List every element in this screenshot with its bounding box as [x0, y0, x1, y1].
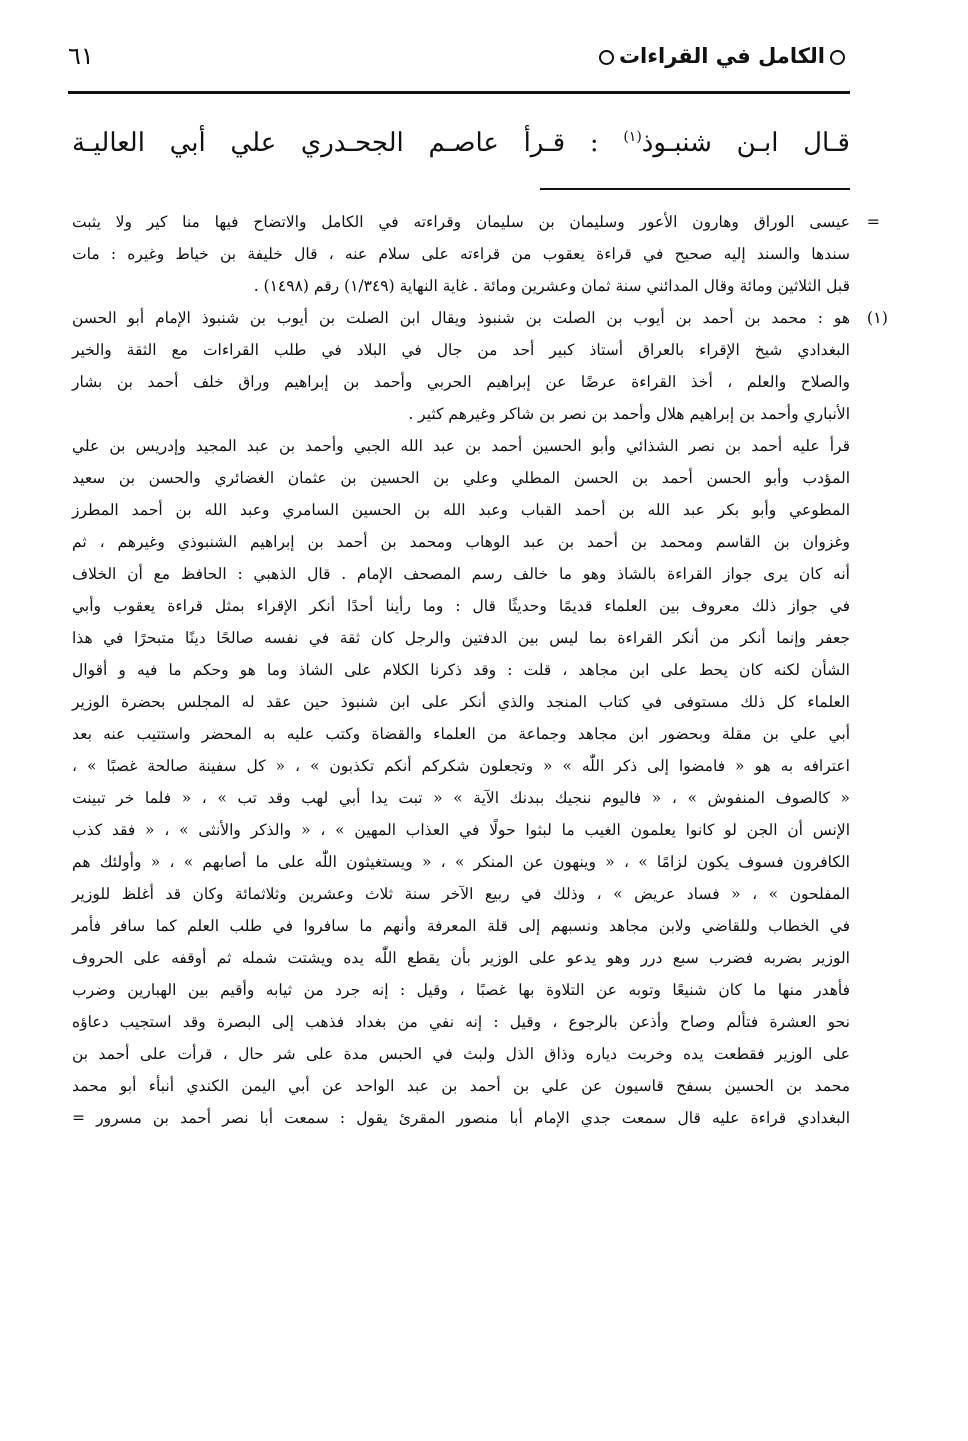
footnote-number: (١) [866, 308, 888, 327]
footnotes [72, 206, 888, 1134]
footnote-line: الوزير بضربه فضرب سبع درر وهو يدعو على الوزير بأن يقطع اللّٰه يده ويشتت شمله ثم أوقفه على الحروف [72, 949, 850, 967]
circle-ornament-icon [830, 50, 845, 65]
footnote-line: على الوزير فقطعت يده وخربت دياره وذاق الذل ولبث في الحبس مدة على شر حال ، قرأت على أحمد بن [72, 1045, 850, 1063]
footnote-line: الأنباري وأحمد بن إبراهيم هلال وأحمد بن نصر بن شاكر وغيرهم كثير . [408, 405, 850, 423]
footnote-line: الكافرون فسوف يكون لزامًا » ، « وينهون عن المنكر » ، « ويستغيثون اللّٰه على ما أصابهم » ، « وأولئك هم [72, 853, 850, 871]
main-text-part-2: : قـرأ عاصـم الجحـدري علي أبي العاليـة [72, 128, 599, 158]
footnote-line: المطوعي وأبو بكر عبد الله بن أحمد القباب وعبد الله بن الحسين السامري وعبد الله بن أحمد المطرز [72, 501, 850, 519]
footnote-line: اعترافه به هو « فامضوا إلى ذكر اللّٰه » « وتجعلون شكركم أنكم تكذبون » ، « كل سفينة صالحة غصبًا » ، [72, 757, 850, 775]
footnote-line: قرأ عليه أحمد بن نصر الشذائي وأبو الحسين أحمد بن عبد الله الجبي وأحمد بن عبد المجيد وإدريس بن علي [72, 437, 850, 455]
footnote-line: أبي علي بن مقلة وبحضور ابن مجاهد وجماعة من العلماء والقضاة وكتب عليه به المحضر واستتيب عنه بعد [72, 725, 850, 743]
footnote-continuation [72, 206, 880, 302]
footnote-line: والصلاح والعلم ، أخذ القراءة عرضًا عن إبراهيم الحربي وأحمد بن إبراهيم وراق خلف أحمد بن بشار [72, 373, 850, 391]
header-title [594, 44, 850, 68]
footnote-line: في جواز ذلك معروف بين العلماء قديمًا وحديثًا قال : وما رأينا أحدًا أنكر الإقراء بمثل قراءة يعقوب وأبي [72, 597, 850, 615]
footnote-line: عيسى الوراق وهارون الأعور وسليمان بن سليمان وقراءته في الكامل والاتضاح فيها منا كير ولا يثبت [72, 213, 850, 231]
main-text-part-1: قـال ابـن شنبـوذ [641, 128, 850, 158]
continuation-mark: = [866, 212, 880, 231]
footnote-line: هو : محمد بن أحمد بن أيوب بن الصلت بن شنبوذ ويقال ابن الصلت بن أيوب بن شنبوذ الإمام أبو الحسن [72, 309, 850, 327]
footnote-line: الإنس أن الجن لو كانوا يعلمون الغيب ما لبثوا حولًا في العذاب المهين » ، « والذكر والأنثى » ، « فقد كذب [72, 821, 850, 839]
page-number: ٦١ [68, 42, 94, 70]
footnote-line: في الخطاب وللقاضي ولابن مجاهد ونسبهم إلى قلة المعرفة وأنهم ما سافروا في طلب العلم كما سافر فأمر [72, 917, 850, 935]
footnote-line: وغزوان بن القاسم ومحمد بن أحمد بن عبد الوهاب ومحمد بن أحمد بن إبراهيم الشنبوذي وغيرهم ، ثم [72, 533, 850, 551]
running-header [60, 40, 850, 84]
footnote-line: المفلحون » ، « فساد عريض » ، وذلك في ربيع الآخر سنة ثلاث وعشرين وثلاثمائة وكان قد أغلظ للوزير [72, 885, 850, 903]
footnote-line: الشأن لكنه كان يحط على ابن مجاهد ، قلت : وقد ذكرنا الكلام على الشاذ وما هو وحكم ما فيه و أقوال [72, 661, 850, 679]
footnote-line: المؤدب وأبو الحسن أحمد بن الحسن المطلي وعلي بن الحسين بن عثمان الغضائري والحسن بن سعيد [72, 469, 850, 487]
footnote-line: « كالصوف المنفوش » ، « فاليوم ننجيك ببدنك الآية » « تبت يدا أبي لهب وقد تب » ، « فلما خر تبينت [72, 789, 850, 807]
footnote-line: البغدادي شيخ الإقراء بالعراق أستاذ كبير أحد من جال في البلاد في طلب القراءات مع الثقة والخير [72, 341, 850, 359]
footnote-1-body [72, 430, 850, 1134]
footnote-line: محمد بن الحسين بسفح قاسيون عن علي بن أحمد بن عبد الواحد عن أبي اليمن الكندي أنبأء أبو محمد [72, 1077, 850, 1095]
footnote-line: فأهدر منها ما كان شنيعًا وتوبه عن التلاوة بها غصبًا ، وقيل : إنه جرد من ثيابه وأقيم بين الهبارين وضرب [72, 981, 850, 999]
footnote-line: البغدادي قراءة عليه قال سمعت جدي الإمام أبا منصور المقرئ يقول : سمعت أبا نصر أحمد بن مسرور = [72, 1109, 851, 1127]
book-title: الكامل في القراءات [618, 44, 825, 68]
footnote-line: أنه كان يرى جواز القراءة بالشاذ وهو ما خالف رسم المصحف الإمام . قال الذهبي : الحافظ مع أن الخلاف [72, 565, 850, 583]
footnote-line: سندها والسند إليه صحيح في قراءة يعقوب من قراءته على سلام عنه ، قال خليفة بن خياط وغيره : مات [72, 245, 850, 263]
circle-ornament-icon [599, 50, 614, 65]
footnote-1 [72, 302, 888, 430]
footnote-marker: (١) [623, 129, 642, 145]
footnote-line: العلماء كل ذلك مستوفى في كتاب المنجد والذي أنكر على ابن شنبوذ حين عقد له المجلس بحضرة الوزير [72, 693, 850, 711]
header-rule [68, 91, 850, 94]
footnote-line: قبل الثلاثين ومائة وقال المدائني سنة ثمان وعشرين ومائة . غاية النهاية (١/٣٤٩) رقم (١٤٩٨) . [253, 277, 850, 295]
main-text-line [72, 112, 850, 162]
footnote-line: جعفر وإنما أنكر من أنكر القراءة بما ليس بين الدفتين والرجل كان ثقة في نفسه صالحًا دينًا متبحرًا في هذا [72, 629, 850, 647]
footnote-separator [540, 188, 850, 190]
footnote-line: نحو العشرة فتألم وصاح وأذعن بالرجوع ، وقيل : إنه نفي من بغداد فذهب إلى البصرة وقد استجيب دعاؤه [72, 1013, 850, 1031]
